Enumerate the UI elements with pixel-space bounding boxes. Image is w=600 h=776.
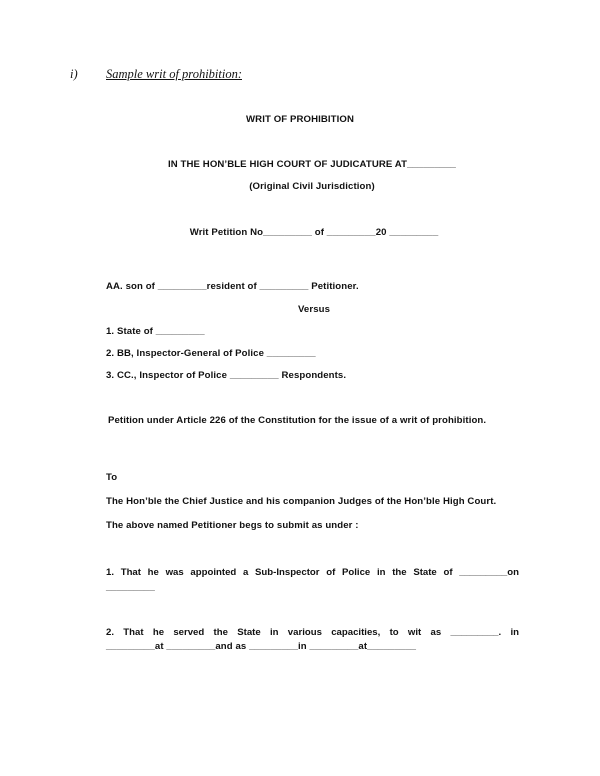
paragraph-2-line-2: _________at _________and as _________in _________at_________ xyxy=(106,641,417,652)
petitioner-line: AA. son of _________resident of _________ Petitioner. xyxy=(106,281,359,292)
paragraph-1-line-2: _________ xyxy=(106,582,155,593)
respondent-3: 3. CC., Inspector of Police _________ Respondents. xyxy=(106,370,347,381)
addressee-line: The Hon’ble the Chief Justice and his companion Judges of the Hon’ble High Court. xyxy=(106,496,497,507)
respondent-2: 2. BB, Inspector-General of Police _________ xyxy=(106,348,316,359)
document-title: WRIT OF PROHIBITION xyxy=(246,114,354,125)
paragraph-2-line-1: 2. That he served the State in various capacities, to wit as _________. in xyxy=(106,627,519,638)
versus-line: Versus xyxy=(297,304,331,315)
submit-line: The above named Petitioner begs to submit as under : xyxy=(106,520,359,531)
to-line: To xyxy=(106,472,118,483)
heading-title: Sample writ of prohibition: xyxy=(106,67,242,81)
heading-number: i) xyxy=(70,67,78,81)
paragraph-1-line-1: 1. That he was appointed a Sub-Inspector of Police in the State of _________on xyxy=(106,567,519,578)
respondent-1: 1. State of _________ xyxy=(106,326,205,337)
petition-number-line: Writ Petition No_________ of _________20 _________ xyxy=(189,227,439,238)
court-line: IN THE HON’BLE HIGH COURT OF JUDICATURE AT_________ xyxy=(168,159,456,170)
jurisdiction-line: (Original Civil Jurisdiction) xyxy=(249,181,375,192)
petition-under-line: Petition under Article 226 of the Constitution for the issue of a writ of prohibition. xyxy=(108,415,487,426)
